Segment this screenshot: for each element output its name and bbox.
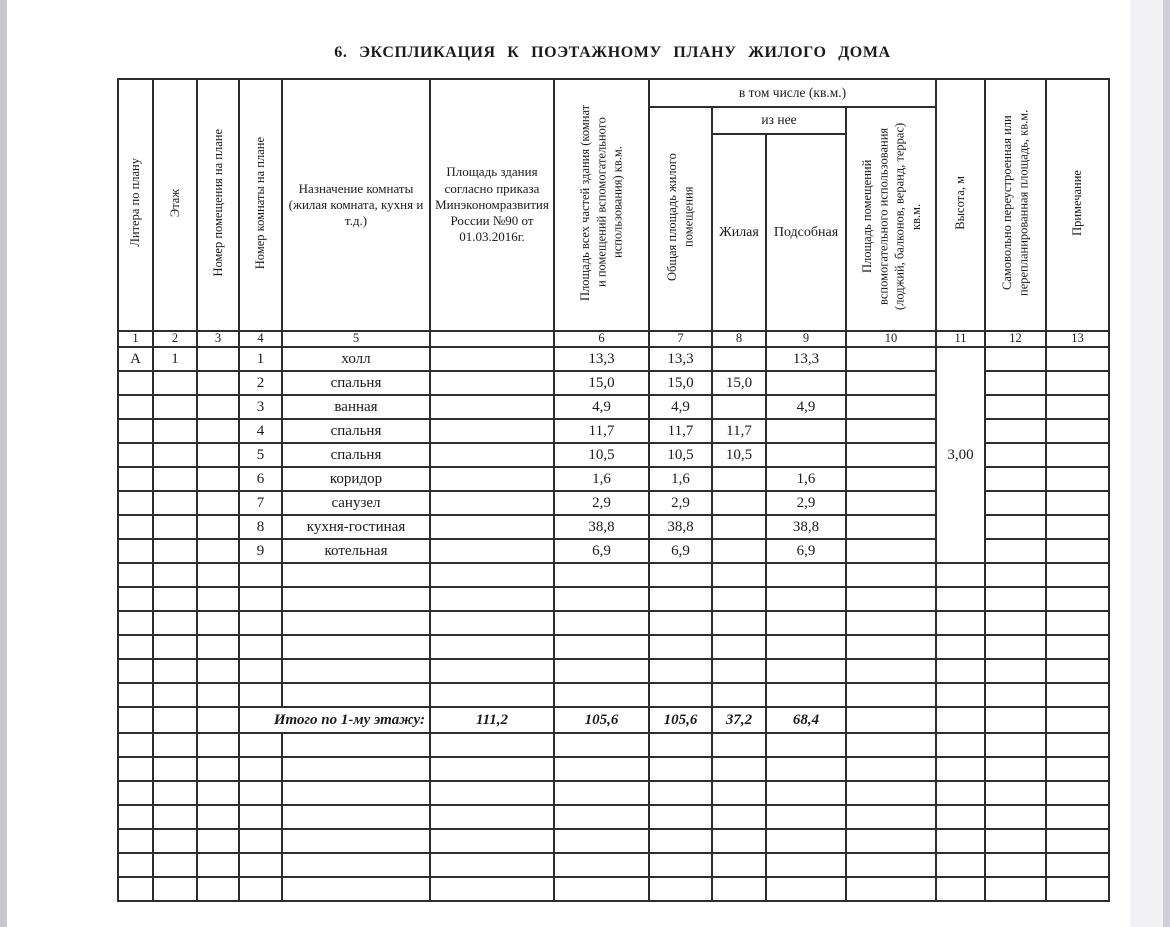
cell-all-parts: 4,9 <box>554 395 649 419</box>
cell-self-replanned <box>985 539 1046 563</box>
header-total-living <box>649 107 712 331</box>
cell-note <box>1046 371 1109 395</box>
colnum-11: 11 <box>936 331 985 347</box>
table-row-empty <box>118 757 1109 781</box>
cell-total-living: 13,3 <box>649 347 712 371</box>
total-aux: 68,4 <box>766 707 846 733</box>
colnum-2: 2 <box>153 331 197 347</box>
cell-floor <box>153 371 197 395</box>
cell-self-replanned <box>985 467 1046 491</box>
table-row-empty <box>118 829 1109 853</box>
total-living: 37,2 <box>712 707 766 733</box>
cell-all-parts: 13,3 <box>554 347 649 371</box>
header-floor-label: Этаж <box>167 188 182 217</box>
cell-living <box>712 395 766 419</box>
cell-aux: 1,6 <box>766 467 846 491</box>
header-living: Жилая <box>712 134 766 331</box>
cell-room-no: 4 <box>239 419 282 443</box>
cell-aux: 6,9 <box>766 539 846 563</box>
total-building-area: 111,2 <box>430 707 554 733</box>
cell-self-replanned <box>985 419 1046 443</box>
total-all-parts: 105,6 <box>554 707 649 733</box>
cell-aux-use <box>846 371 936 395</box>
header-room-plan-no <box>197 79 239 331</box>
cell-floor <box>153 491 197 515</box>
cell-room-plan-no <box>197 443 239 467</box>
cell-height-merged: 3,00 <box>936 347 985 563</box>
cell-living: 10,5 <box>712 443 766 467</box>
colnum-7: 7 <box>649 331 712 347</box>
cell-purpose: котельная <box>282 539 430 563</box>
cell-purpose: коридор <box>282 467 430 491</box>
cell-living <box>712 539 766 563</box>
header-note <box>1046 79 1109 331</box>
cell-aux: 13,3 <box>766 347 846 371</box>
cell-aux: 2,9 <box>766 491 846 515</box>
header-note-label: Примечание <box>1070 169 1085 236</box>
cell-litera <box>118 443 153 467</box>
cell-note <box>1046 419 1109 443</box>
header-building-area: Площадь здания согласно приказа Минэкономразвития России №90 от 01.03.2016г. <box>430 79 554 331</box>
table-row-empty <box>118 805 1109 829</box>
cell-aux-use <box>846 443 936 467</box>
cell-all-parts: 38,8 <box>554 515 649 539</box>
cell-litera <box>118 419 153 443</box>
cell-aux: 4,9 <box>766 395 846 419</box>
cell-aux-use <box>846 347 936 371</box>
cell-living <box>712 491 766 515</box>
header-litera <box>118 79 153 331</box>
header-self-replanned-label: Самовольно переустроенная или перепланированная площадь, кв.м. <box>1000 109 1031 296</box>
table-row-empty <box>118 877 1109 901</box>
cell-aux-use <box>846 395 936 419</box>
cell-self-replanned <box>985 347 1046 371</box>
cell-living: 15,0 <box>712 371 766 395</box>
header-of-it: из нее <box>712 107 846 134</box>
explication-table <box>117 78 1110 902</box>
cell-room-plan-no <box>197 467 239 491</box>
cell-litera <box>118 515 153 539</box>
cell-room-no: 2 <box>239 371 282 395</box>
cell-aux <box>766 371 846 395</box>
cell-room-no: 5 <box>239 443 282 467</box>
header-aux-use <box>846 107 936 331</box>
header-litera-label: Литера по плану <box>128 158 143 248</box>
table-row-empty <box>118 853 1109 877</box>
cell-living <box>712 467 766 491</box>
table-row-empty <box>118 659 1109 683</box>
cell-room-no: 3 <box>239 395 282 419</box>
cell-all-parts: 11,7 <box>554 419 649 443</box>
cell-aux-use <box>846 491 936 515</box>
cell-room-no: 9 <box>239 539 282 563</box>
colnum-4: 4 <box>239 331 282 347</box>
header-all-parts-label: Площадь всех частей здания (комнат и помещений вспомогательного использования) кв.м. <box>578 104 625 301</box>
cell-purpose: ванная <box>282 395 430 419</box>
header-self-replanned <box>985 79 1046 331</box>
numbering-row <box>118 331 1109 347</box>
table-row <box>118 347 1109 371</box>
cell-purpose: холл <box>282 347 430 371</box>
cell-room-no: 8 <box>239 515 282 539</box>
header-room-plan-no-label: Номер помещения на плане <box>210 128 225 277</box>
cell-aux-use <box>846 539 936 563</box>
cell-litera: А <box>118 347 153 371</box>
cell-building-area <box>430 515 554 539</box>
cell-floor <box>153 539 197 563</box>
cell-total-living: 6,9 <box>649 539 712 563</box>
cell-floor <box>153 467 197 491</box>
cell-note <box>1046 491 1109 515</box>
cell-litera <box>118 467 153 491</box>
cell-all-parts: 6,9 <box>554 539 649 563</box>
cell-total-living: 15,0 <box>649 371 712 395</box>
cell-room-plan-no <box>197 539 239 563</box>
header-total-living-label: Общая площадь жилого помещения <box>665 152 696 281</box>
table-row-empty <box>118 587 1109 611</box>
cell-building-area <box>430 347 554 371</box>
cell-aux <box>766 419 846 443</box>
cell-note <box>1046 467 1109 491</box>
cell-room-plan-no <box>197 395 239 419</box>
colnum-3: 3 <box>197 331 239 347</box>
cell-purpose: спальня <box>282 419 430 443</box>
header-room-no <box>239 79 282 331</box>
table-row-empty <box>118 635 1109 659</box>
colnum-5: 5 <box>282 331 430 347</box>
cell-self-replanned <box>985 395 1046 419</box>
cell-purpose: санузел <box>282 491 430 515</box>
cell-note <box>1046 515 1109 539</box>
colnum-12: 12 <box>985 331 1046 347</box>
colnum-blank <box>430 331 554 347</box>
cell-aux: 38,8 <box>766 515 846 539</box>
cell-purpose: спальня <box>282 443 430 467</box>
cell-room-plan-no <box>197 491 239 515</box>
cell-total-living: 38,8 <box>649 515 712 539</box>
cell-self-replanned <box>985 491 1046 515</box>
cell-room-plan-no <box>197 419 239 443</box>
cell-room-no: 7 <box>239 491 282 515</box>
cell-room-no: 1 <box>239 347 282 371</box>
colnum-9: 9 <box>766 331 846 347</box>
cell-litera <box>118 491 153 515</box>
cell-all-parts: 15,0 <box>554 371 649 395</box>
cell-all-parts: 2,9 <box>554 491 649 515</box>
cell-floor <box>153 443 197 467</box>
cell-note <box>1046 347 1109 371</box>
cell-aux-use <box>846 515 936 539</box>
cell-total-living: 11,7 <box>649 419 712 443</box>
cell-building-area <box>430 419 554 443</box>
header-aux: Подсобная <box>766 134 846 331</box>
cell-all-parts: 10,5 <box>554 443 649 467</box>
cell-litera <box>118 371 153 395</box>
cell-aux-use <box>846 419 936 443</box>
cell-total-living: 2,9 <box>649 491 712 515</box>
table-row-empty <box>118 781 1109 805</box>
cell-building-area <box>430 395 554 419</box>
cell-living <box>712 515 766 539</box>
cell-self-replanned <box>985 515 1046 539</box>
header-row-1 <box>118 79 1109 107</box>
total-label: Итого по 1-му этажу: <box>239 707 430 733</box>
table-row-empty <box>118 683 1109 707</box>
cell-aux <box>766 443 846 467</box>
cell-litera <box>118 395 153 419</box>
cell-building-area <box>430 371 554 395</box>
colnum-10: 10 <box>846 331 936 347</box>
page-edge-right <box>1163 0 1170 927</box>
cell-litera <box>118 539 153 563</box>
cell-total-living: 1,6 <box>649 467 712 491</box>
cell-purpose: кухня-гостиная <box>282 515 430 539</box>
cell-note <box>1046 539 1109 563</box>
header-purpose: Назначение комнаты (жилая комната, кухня и т.д.) <box>282 79 430 331</box>
cell-total-living: 4,9 <box>649 395 712 419</box>
cell-room-plan-no <box>197 515 239 539</box>
total-living-area: 105,6 <box>649 707 712 733</box>
cell-total-living: 10,5 <box>649 443 712 467</box>
colnum-13: 13 <box>1046 331 1109 347</box>
header-aux-use-label: Площадь помещений вспомогательного использования (лоджий, балконов, веранд, террас) кв.м. <box>859 123 923 311</box>
cell-living <box>712 347 766 371</box>
cell-room-plan-no <box>197 371 239 395</box>
cell-floor <box>153 419 197 443</box>
cell-note <box>1046 443 1109 467</box>
cell-aux-use <box>846 467 936 491</box>
cell-room-plan-no <box>197 347 239 371</box>
header-including: в том числе (кв.м.) <box>649 79 936 107</box>
cell-purpose: спальня <box>282 371 430 395</box>
cell-all-parts: 1,6 <box>554 467 649 491</box>
cell-floor <box>153 395 197 419</box>
colnum-1: 1 <box>118 331 153 347</box>
colnum-6: 6 <box>554 331 649 347</box>
header-all-parts <box>554 79 649 331</box>
header-room-no-label: Номер комнаты на плане <box>253 136 268 269</box>
table-row-empty <box>118 611 1109 635</box>
header-height <box>936 79 985 331</box>
header-height-label: Высота, м <box>953 175 968 230</box>
cell-note <box>1046 395 1109 419</box>
total-row <box>118 707 1109 733</box>
cell-floor <box>153 515 197 539</box>
cell-self-replanned <box>985 443 1046 467</box>
cell-building-area <box>430 491 554 515</box>
cell-building-area <box>430 539 554 563</box>
page-title: 6. ЭКСПЛИКАЦИЯ К ПОЭТАЖНОМУ ПЛАНУ ЖИЛОГО ДОМА <box>334 44 891 61</box>
header-floor <box>153 79 197 331</box>
table-row-empty <box>118 563 1109 587</box>
cell-living: 11,7 <box>712 419 766 443</box>
page-edge-left <box>0 0 7 927</box>
cell-room-no: 6 <box>239 467 282 491</box>
cell-building-area <box>430 443 554 467</box>
cell-floor: 1 <box>153 347 197 371</box>
cell-building-area <box>430 467 554 491</box>
cell-self-replanned <box>985 371 1046 395</box>
table-row-empty <box>118 733 1109 757</box>
colnum-8: 8 <box>712 331 766 347</box>
